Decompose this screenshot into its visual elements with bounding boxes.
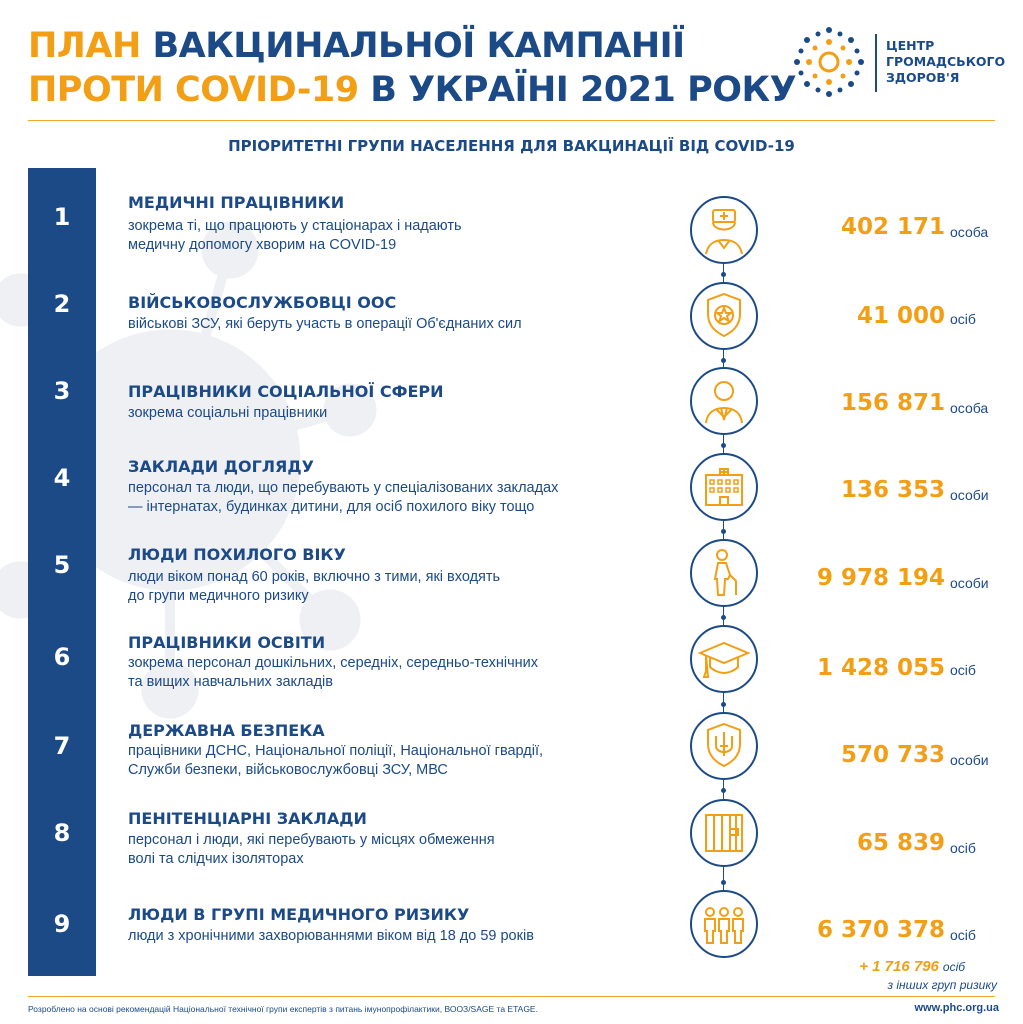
elderly-person-icon	[690, 539, 758, 607]
phc-logo	[793, 24, 1006, 104]
group-value: 570 733	[840, 742, 945, 768]
title-highlight-1: ПЛАН	[28, 26, 141, 66]
group-description: військові ЗСУ, які беруть участь в операції Об'єднаних сил	[128, 316, 522, 332]
group-number: 7	[53, 732, 71, 760]
group-description: зокрема персонал дошкільних, середніх, середньо-технічних та вищих навчальних закладів	[128, 655, 539, 690]
group-number: 9	[53, 910, 71, 938]
group-unit: особа	[950, 400, 989, 416]
group-unit: особа	[950, 224, 989, 240]
group-title: ДЕРЖАВНА БЕЗПЕКА	[128, 721, 325, 740]
group-description: персонал і люди, які перебувають у місцях обмеження волі та слідчих ізоляторах	[128, 832, 495, 867]
logo-text	[886, 38, 1005, 86]
group-unit: осіб	[950, 840, 976, 856]
group-value: 65 839	[856, 830, 945, 856]
group-number: 1	[53, 203, 71, 231]
prison-bars-icon	[690, 799, 758, 867]
group-unit: особи	[950, 487, 989, 503]
extra-value: + 1 716 796 осіб	[859, 958, 965, 975]
group-value: 41 000	[856, 303, 945, 329]
title-highlight-2: ПРОТИ COVID-19	[28, 70, 359, 110]
title-rest-1: ВАКЦИНАЛЬНОЇ КАМПАНІЇ	[152, 26, 685, 66]
graduation-cap-icon	[690, 625, 758, 693]
logo-line-1: ЦЕНТР	[886, 38, 935, 53]
social-worker-icon	[690, 367, 758, 435]
group-value: 402 171	[840, 214, 945, 240]
group-description: працівники ДСНС, Національної поліції, Національної гвардії, Служби безпеки, військовослужбовці ЗСУ, МВС	[128, 743, 544, 778]
header-divider	[28, 120, 995, 121]
group-description: люди з хронічними захворюваннями віком від 18 до 59 років	[128, 928, 534, 944]
connector-dot	[721, 615, 726, 620]
group-title: МЕДИЧНІ ПРАЦІВНИКИ	[128, 193, 345, 212]
group-description: люди віком понад 60 років, включно з тими, які входять до групи медичного ризику	[128, 569, 501, 604]
group-title: ЛЮДИ В ГРУПІ МЕДИЧНОГО РИЗИКУ	[128, 905, 470, 924]
subtitle: ПРІОРИТЕТНІ ГРУПИ НАСЕЛЕННЯ ДЛЯ ВАКЦИНАЦІЇ ВІД COVID-19	[228, 137, 795, 155]
connector-dot	[721, 529, 726, 534]
group-value: 156 871	[840, 390, 945, 416]
connector-dot	[721, 443, 726, 448]
logo-line-3: ЗДОРОВ'Я	[886, 70, 960, 85]
footer-url[interactable]: www.phc.org.ua	[914, 1002, 999, 1014]
connector-dot	[721, 702, 726, 707]
trident-shield-icon	[690, 712, 758, 780]
group-title: ПРАЦІВНИКИ ОСВІТИ	[128, 633, 326, 652]
logo-divider	[875, 34, 877, 92]
extra-note: з інших груп ризику	[887, 978, 997, 992]
group-title: ЗАКЛАДИ ДОГЛЯДУ	[128, 457, 314, 476]
group-unit: особи	[950, 575, 989, 591]
connector-dot	[721, 788, 726, 793]
group-number: 5	[53, 551, 71, 579]
medic-icon	[690, 196, 758, 264]
group-title: ПРАЦІВНИКИ СОЦІАЛЬНОЇ СФЕРИ	[128, 382, 444, 401]
group-description: зокрема ті, що працюють у стаціонарах і надають медичну допомогу хворим на COVID-19	[128, 218, 462, 253]
footer-divider	[28, 996, 995, 997]
connector-dot	[721, 880, 726, 885]
group-number: 4	[53, 464, 71, 492]
group-unit: осіб	[950, 927, 976, 943]
phc-logo-icon	[793, 26, 865, 98]
group-value: 136 353	[840, 477, 945, 503]
group-number: 6	[53, 643, 71, 671]
connector-dot	[721, 272, 726, 277]
group-description: персонал та люди, що перебувають у спеціалізованих закладах — інтернатах, будинках дитини, для осіб похилого віку тощо	[128, 480, 559, 515]
page-title	[28, 24, 796, 112]
people-group-icon	[690, 890, 758, 958]
title-rest-2: В УКРАЇНІ 2021 РОКУ	[370, 70, 797, 110]
group-number: 3	[53, 377, 71, 405]
group-title: ПЕНІТЕНЦІАРНІ ЗАКЛАДИ	[128, 809, 367, 828]
group-number: 2	[53, 290, 71, 318]
connector-dot	[721, 358, 726, 363]
building-icon	[690, 453, 758, 521]
group-value: 6 370 378	[816, 917, 945, 943]
footer-source: Розроблено на основі рекомендацій Національної технічної групи експертів з питань імунопрофілактики, ВООЗ/SAGE та ETAGE.	[28, 1004, 538, 1014]
group-title: ЛЮДИ ПОХИЛОГО ВІКУ	[128, 545, 346, 564]
group-value: 1 428 055	[816, 655, 945, 681]
group-title: ВІЙСЬКОВОСЛУЖБОВЦІ ООС	[128, 293, 397, 312]
group-description: зокрема соціальні працівники	[128, 405, 328, 421]
group-unit: осіб	[950, 311, 976, 327]
logo-line-2: ГРОМАДСЬКОГО	[886, 54, 1006, 69]
group-unit: особи	[950, 752, 989, 768]
extra-unit: осіб	[942, 960, 965, 974]
military-badge-icon	[690, 282, 758, 350]
group-unit: осіб	[950, 662, 976, 678]
group-value: 9 978 194	[816, 565, 945, 591]
group-number: 8	[53, 819, 71, 847]
